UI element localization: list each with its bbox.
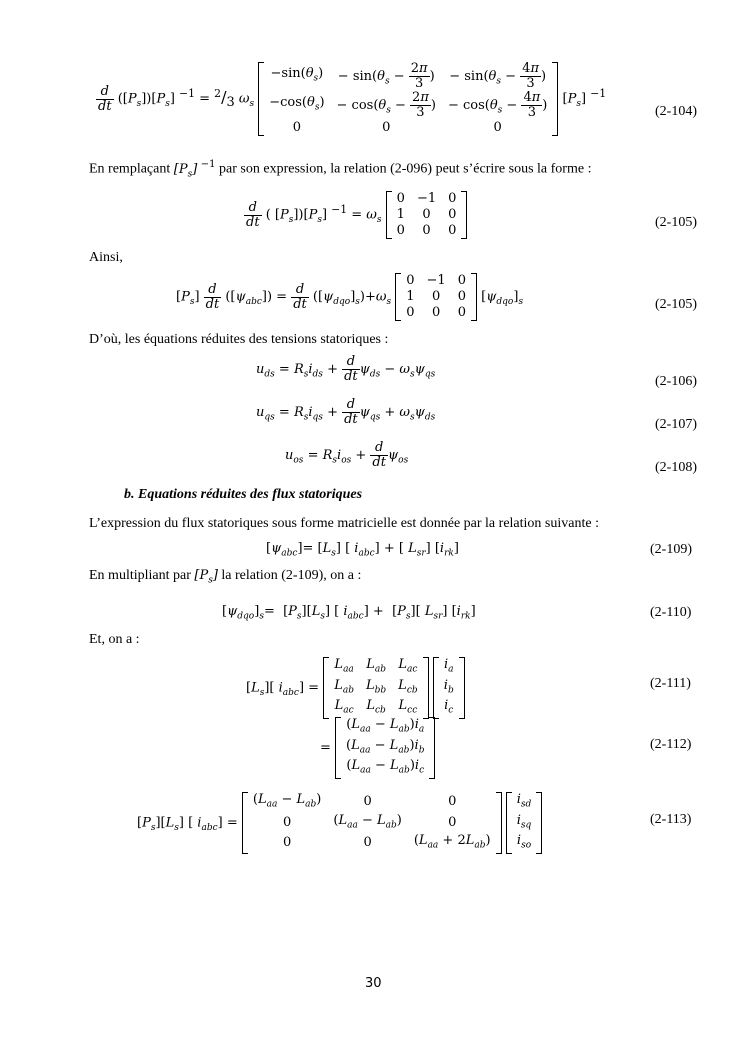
equation-number: (2-113) [650,812,692,827]
equation-2-104: $\frac{d}{dt}$ $([P_s])[P_s] ^{-1} = ^2/_3$ $\omega_s$ $-\sin(\theta_s)$ − $\sin(\theta_s$ − $\frac{2\pi}{3}$ ) − $\sin(\theta_s$ − $\frac{4\pi}{3}$ ) $-\cos(\theta_s)$ − $\cos(\theta_s$ − $\frac{2\pi}{3}$ ) − $\cos(\theta_s$ − $\frac{4\pi}{3}$ ) 0 0 0 $[P_s]$ $^{-1}$ [98,61,607,135]
equation-2-107: $u_{qs} = R_si_{qs}$ + $\frac{d}{dt}$ $\psi_{qs} + \omega_s\psi_{ds}$ [256,397,436,427]
equation-number: (2-106) [655,374,697,389]
equation-number: (2-110) [650,605,692,620]
equation-2-110: $[\psi_{dqo}]_s= [P_s][L_s]$ [ $i_{abc}] + [P_s]$[ $L_{sr}$] $[i_{rk}]$ [222,604,476,622]
equation-2-109: $[\psi_{abc}]= [L_s]$ [ $i_{abc}$] + [ $L_{sr}$] $[i_{rk}]$ [266,541,459,559]
paragraph: Et, on a : [89,632,140,647]
paragraph: D’où, les équations réduites des tensions statoriques : [89,332,389,347]
equation-number: (2-109) [650,542,692,557]
equation-2-113: $[P_s][L_s]$ [ $i_{abc}$] = $(L_{aa} - L_{ab})$ 0 0 0 $(L_{aa} - L_{ab})$ 0 0 0 $(L_{aa} + 2L_{ab})$ $i_{sd}$ $i_{sq}$ $i_{so}$ [137,792,542,854]
equation-number: (2-104) [655,104,697,119]
equation-2-112: = $(L_{aa} - L_{ab})i_a$ $(L_{aa} - L_{ab})i_b$ $(L_{aa} - L_{ab})i_c$ [320,717,435,779]
equation-2-108: $u_{os} = R_si_{os}$ + $\frac{d}{dt}$ $\psi_{os}$ [285,440,409,470]
equation-2-105-a: $\frac{d}{dt}$ ( $[P_s])[P_s] ^{-1} = \omega_s$ 0 −1 0 1 0 0 0 0 0 [244,191,467,239]
section-heading: b. Equations réduites des flux statoriques [124,487,363,502]
paragraph: En multipliant par $[P_s]$ la relation (2-109), on a : [89,568,362,586]
equation-number: (2-107) [655,417,697,432]
equation-number: (2-105) [655,215,697,230]
paragraph: Ainsi, [89,250,123,265]
equation-2-105-b: $[P_s]$ $\frac{d}{dt}$ $([\psi_{abc}])$ = $\frac{d}{dt}$ $([\psi_{dqo}]_s)+\omega_s$ 0 −1 0 1 0 0 0 0 0 $[\psi_{dqo}]_s$ [176,273,524,320]
page-number: 30 [365,976,382,991]
equation-number: (2-108) [655,460,697,475]
equation-number: (2-105) [655,297,697,312]
paragraph: En remplaçant $[P_s]$ $^{-1}$ par son expression, la relation (2-096) peut s’écrire sous la forme : [89,159,592,180]
equation-2-106: $u_{ds} = R_si_{ds}$ + $\frac{d}{dt}$ $\psi_{ds} - \omega_s\psi_{qs}$ [256,354,436,384]
paragraph: L’expression du flux statoriques sous forme matricielle est donnée par la relation suivante : [89,516,599,531]
equation-number: (2-112) [650,737,692,752]
equation-2-111: $[L_s]$[ $i_{abc}$] = $L_{aa}$ $L_{ab}$ $L_{ac}$ $L_{ab}$ $L_{bb}$ $L_{cb}$ $L_{ac}$ $L_{cb}$ $L_{cc}$ $i_a$ $i_b$ $i_c$ [246,657,465,719]
equation-number: (2-111) [650,676,691,691]
